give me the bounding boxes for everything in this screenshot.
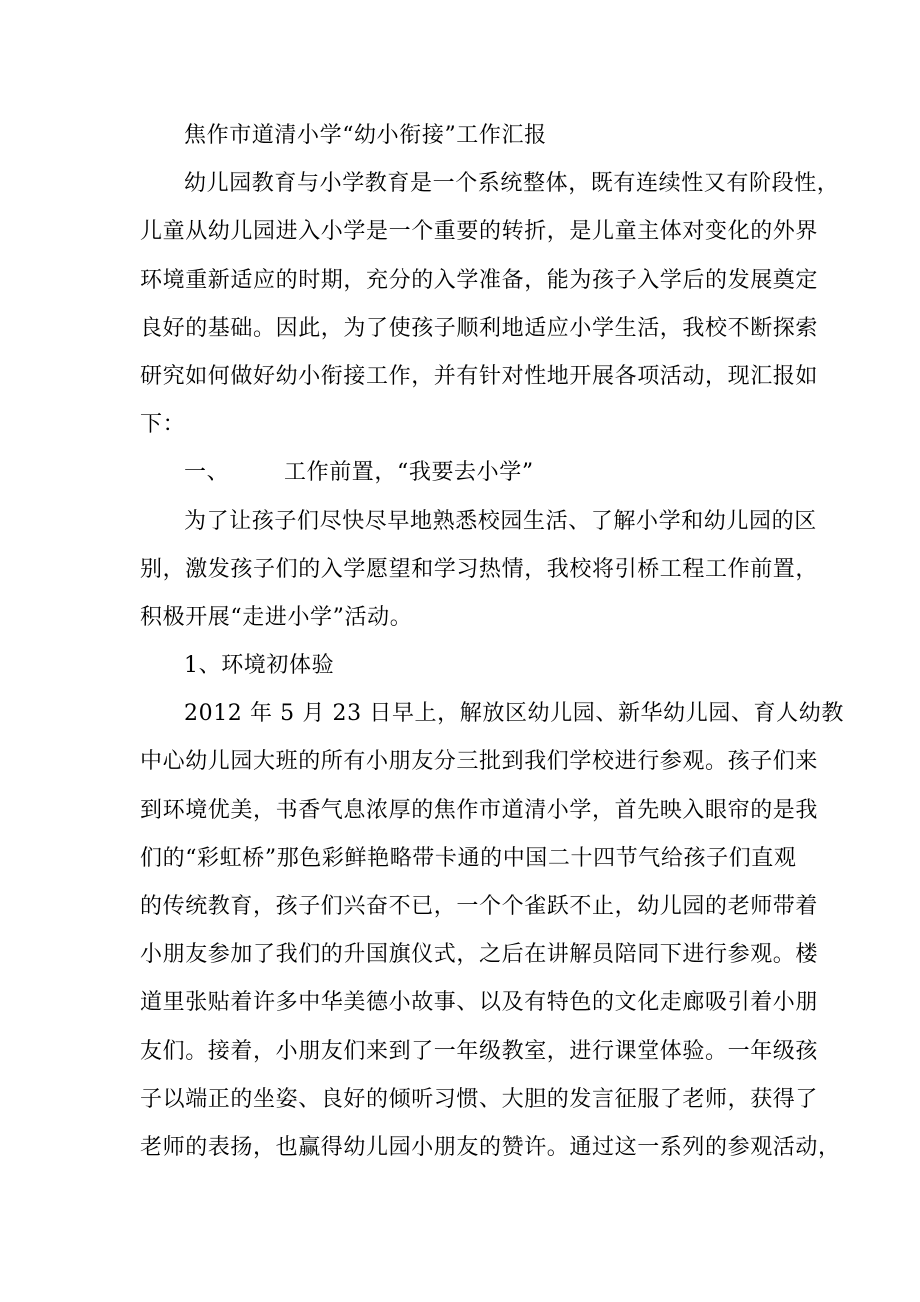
body-line: 中心幼儿园大班的所有小朋友分三批到我们学校进行参观。孩子们来: [140, 749, 819, 775]
body-line: 2012 年 5 月 23 日早上，解放区幼儿园、新华幼儿园、育人幼教: [184, 701, 844, 727]
intro-line: 幼儿园教育与小学教育是一个系统整体，既有连续性又有阶段性，: [184, 171, 840, 197]
intro-line: 研究如何做好幼小衔接工作，并有针对性地开展各项活动，现汇报如: [140, 363, 819, 389]
document-title: 焦作市道清小学“幼小衔接”工作汇报: [184, 123, 547, 148]
body-line: 小朋友参加了我们的升国旗仪式，之后在讲解员陪同下进行参观。楼: [140, 942, 819, 968]
document-page: [140, 112, 844, 1172]
section-line: 积极开展“走进小学”活动。: [140, 604, 413, 630]
section-line: 为了让孩子们尽快尽早地熟悉校园生活、了解小学和幼儿园的区: [184, 508, 817, 534]
intro-line: 环境重新适应的时期，充分的入学准备，能为孩子入学后的发展奠定: [140, 267, 819, 293]
subsection-heading: 1、环境初体验: [184, 653, 335, 679]
body-line: 友们。接着，小朋友们来到了一年级教室，进行课堂体验。一年级孩: [140, 1038, 819, 1064]
body-line: 到环境优美，书香气息浓厚的焦作市道清小学，首先映入眼帘的是我: [140, 797, 819, 823]
body-line: 子以端正的坐姿、良好的倾听习惯、大胆的发言征服了老师，获得了: [140, 1086, 819, 1112]
intro-line: 下：: [140, 412, 186, 438]
body-line: 的传统教育，孩子们兴奋不已，一个个雀跃不止，幼儿园的老师带着: [140, 894, 819, 919]
section-number: 一、: [184, 460, 230, 486]
intro-line: 良好的基础。因此，为了使孩子顺利地适应小学生活，我校不断探索: [140, 315, 819, 341]
section-line: 别，激发孩子们的入学愿望和学习热情，我校将引桥工程工作前置，: [140, 556, 819, 582]
intro-line: 儿童从幼儿园进入小学是一个重要的转折，是儿童主体对变化的外界: [140, 219, 819, 245]
section-heading: [140, 449, 800, 497]
section-title: 工作前置，“我要去小学”: [284, 460, 534, 486]
body-line: 老师的表扬，也赢得幼儿园小朋友的赞许。通过这一系列的参观活动，: [140, 1134, 841, 1160]
body-line: 们的“彩虹桥”那色彩鲜艳略带卡通的中国二十四节气给孩子们直观: [140, 845, 797, 871]
body-line: 道里张贴着许多中华美德小故事、以及有特色的文化走廊吸引着小朋: [140, 990, 819, 1016]
